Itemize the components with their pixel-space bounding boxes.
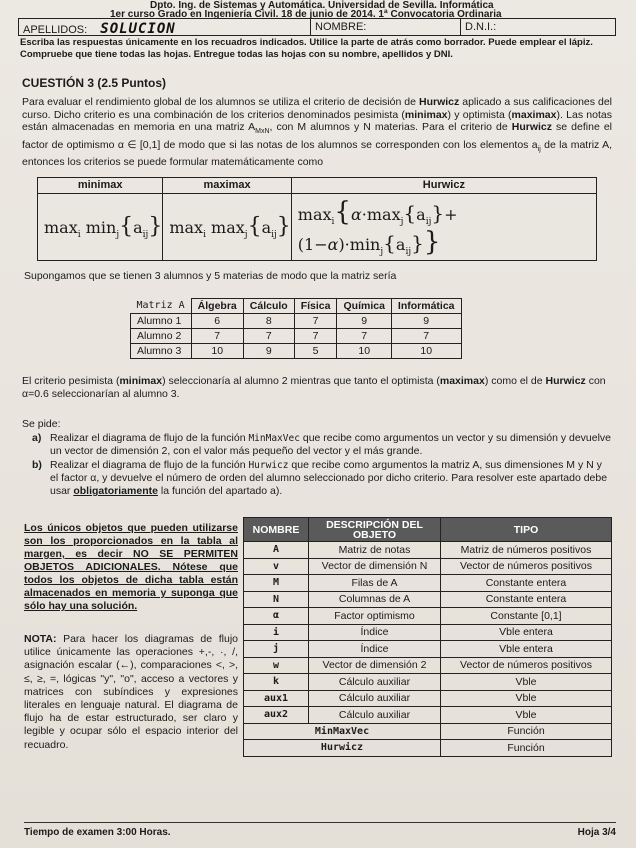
- dni-label: D.N.I.:: [465, 21, 497, 33]
- criteria-header-minimax: minimax: [38, 178, 163, 194]
- matrix-cell: 9: [391, 314, 461, 329]
- nombre-label: NOMBRE:: [315, 21, 367, 33]
- objects-row: aux1 Cálculo auxiliar Vble: [244, 690, 612, 707]
- objects-row: α Factor optimismo Constante [0,1]: [244, 608, 612, 625]
- question-title: CUESTIÓN 3 (2.5 Puntos): [22, 76, 167, 90]
- objects-table: [243, 517, 612, 757]
- matrix-col-header: Álgebra: [191, 299, 243, 314]
- matrix-col-header: Química: [337, 299, 391, 314]
- criteria-table: [37, 177, 597, 261]
- result-paragraph: El criterio pesimista (minimax) seleccionaría al alumno 2 mientras que tanto el optimista (maximax) como el de Hurwicz con α=0.6 seleccionarían al alumno 3.: [22, 375, 606, 400]
- intro-paragraph: Para evaluar el rendimiento global de los alumnos se utiliza el criterio de decisión de Hurwicz aplicado a sus calificaciones del curso. Dicho criterio es una combinación de los criterios denominados pesimista (minimax) y optimista (maximax). Las notas están almacenadas en memoria en una matriz $A_{MxN}$, con M alumnos y N materias. Para el criterio de Hurwicz se define el factor de optimismo α ∈ [0,1] de modo que si las notas de los alumnos se corresponden con los elementos $a_{ij}$ de la matriz A, entonces los criterios se puede formular matemáticamente como: [22, 96, 613, 169]
- flowchart-note: NOTA: Para hacer los diagramas de flujo utilice únicamente las operaciones +,-, ·, /, asignación escalar (←), comparaciones <, >, ≤, ≥, =, lógicas "y", "o", acceso a vectores y matrices con subíndices y expresiones literales en lenguaje natural. El diagrama de flujo ha de estar estructurado, ser claro y legible y ocupar sólo el espacio interior del recuadro.: [24, 633, 238, 751]
- objects-header-name: NOMBRE: [244, 518, 309, 542]
- matrix-row: [131, 329, 462, 344]
- matrix-col-header: Cálculo: [243, 299, 294, 314]
- matrix-cell: 9: [337, 314, 391, 329]
- matrix-col-header: Física: [294, 299, 337, 314]
- matrix-col-header: Informática: [391, 299, 461, 314]
- formula-maximax: $\max_i \max_j\{a_{ij}\}$: [163, 193, 291, 260]
- matrix-corner-label: Matriz A: [136, 300, 185, 312]
- matrix-row-name: Alumno 2: [131, 329, 192, 344]
- objects-row: i Índice Vble entera: [244, 624, 612, 641]
- criteria-header-maximax: maximax: [163, 178, 291, 194]
- grades-matrix-table: [130, 298, 462, 359]
- matrix-cell: 9: [243, 344, 294, 359]
- matrix-cell: 7: [294, 314, 337, 329]
- formula-minimax: $\max_i \min_j\{a_{ij}\}$: [38, 193, 163, 260]
- matrix-row-name: Alumno 3: [131, 344, 192, 359]
- matrix-sentence: Supongamos que se tienen 3 alumnos y 5 materias de modo que la matriz sería: [24, 270, 397, 282]
- objects-header-type: TIPO: [441, 518, 612, 542]
- task-a: a) Realizar el diagrama de flujo de la función MinMaxVec que recibe como argumentos un vector y su dimensión y devuelve un vector de dimensión 2, con el valor más pequeño del vector y el más grande.: [32, 432, 612, 457]
- matrix-cell: 7: [191, 329, 243, 344]
- dni-field[interactable]: [461, 19, 615, 35]
- matrix-cell: 7: [391, 329, 461, 344]
- objects-row: aux2 Cálculo auxiliar Vble: [244, 707, 612, 724]
- matrix-cell: 7: [243, 329, 294, 344]
- course-line: 1er curso Grado en Ingeniería Civil. 18 de junio de 2014. 1ª Convocatoria Ordinaria: [110, 9, 502, 20]
- matrix-cell: 7: [337, 329, 391, 344]
- student-info-box: [18, 18, 616, 36]
- page-number: Hoja 3/4: [577, 827, 616, 838]
- objects-row: w Vector de dimensión 2 Vector de números positivos: [244, 657, 612, 674]
- matrix-row: [131, 314, 462, 329]
- apellidos-label: APELLIDOS:: [23, 24, 88, 36]
- criteria-header-hurwicz: Hurwicz: [291, 178, 596, 194]
- exam-time: Tiempo de examen 3:00 Horas.: [24, 827, 171, 838]
- apellidos-field[interactable]: [19, 19, 311, 35]
- objects-row: k Cálculo auxiliar Vble: [244, 674, 612, 691]
- objects-restriction-note: Los únicos objetos que pueden utilizarse son los proporcionados en la tabla al margen, es decir NO SE PERMITEN OBJETOS ADICIONALES. Nótese que todos los objetos de dicha tabla están almacenados en memoria y suponga que sólo hay una solución.: [24, 522, 238, 612]
- matrix-cell: 5: [294, 344, 337, 359]
- matrix-cell: 10: [391, 344, 461, 359]
- page-footer: [24, 822, 616, 838]
- dept-line: Dpto. Ing. de Sistemas y Automática. Universidad de Sevilla. Informática: [150, 0, 494, 11]
- objects-function-row: MinMaxVec Función: [244, 723, 612, 740]
- matrix-row: [131, 344, 462, 359]
- tasks-section: [22, 418, 612, 498]
- instructions: Escriba las respuestas únicamente en los recuadros indicados. Utilice la parte de atrás como borrador. Puede emplear el lápiz. Compruebe que tiene todas las hojas. Entregue todas las hojas con su nombre, apellidos y DNI.: [20, 37, 593, 60]
- objects-row: N Columnas de A Constante entera: [244, 591, 612, 608]
- objects-row: A Matriz de notas Matriz de números positivos: [244, 542, 612, 559]
- matrix-cell: 10: [191, 344, 243, 359]
- matrix-cell: 10: [337, 344, 391, 359]
- objects-row: M Filas de A Constante entera: [244, 575, 612, 592]
- objects-row: j Índice Vble entera: [244, 641, 612, 658]
- matrix-cell: 8: [243, 314, 294, 329]
- matrix-cell: 6: [191, 314, 243, 329]
- tasks-intro: Se pide:: [22, 418, 61, 430]
- matrix-row-name: Alumno 1: [131, 314, 192, 329]
- task-b: b) Realizar el diagrama de flujo de la función Hurwicz que recibe como argumentos la matriz A, sus dimensiones M y N y el factor α, y devuelve el número de orden del alumno seleccionado por dicho criterio. Para resolver este apartado debe usar obligatoriamente la función del apartado a).: [32, 459, 608, 497]
- objects-function-row: Hurwicz Función: [244, 740, 612, 757]
- matrix-cell: 7: [294, 329, 337, 344]
- apellidos-value: SOLUCION: [100, 21, 176, 37]
- nombre-field[interactable]: [311, 19, 461, 35]
- formula-hurwicz: $\max_i\{\alpha\cdot\max_j\{a_{ij}\}+(1-\alpha)\cdot\min_j\{a_{ij}\}\}$: [291, 193, 596, 260]
- objects-header-desc: DESCRIPCIÓN DEL OBJETO: [309, 518, 441, 542]
- objects-row: v Vector de dimensión N Vector de números positivos: [244, 558, 612, 575]
